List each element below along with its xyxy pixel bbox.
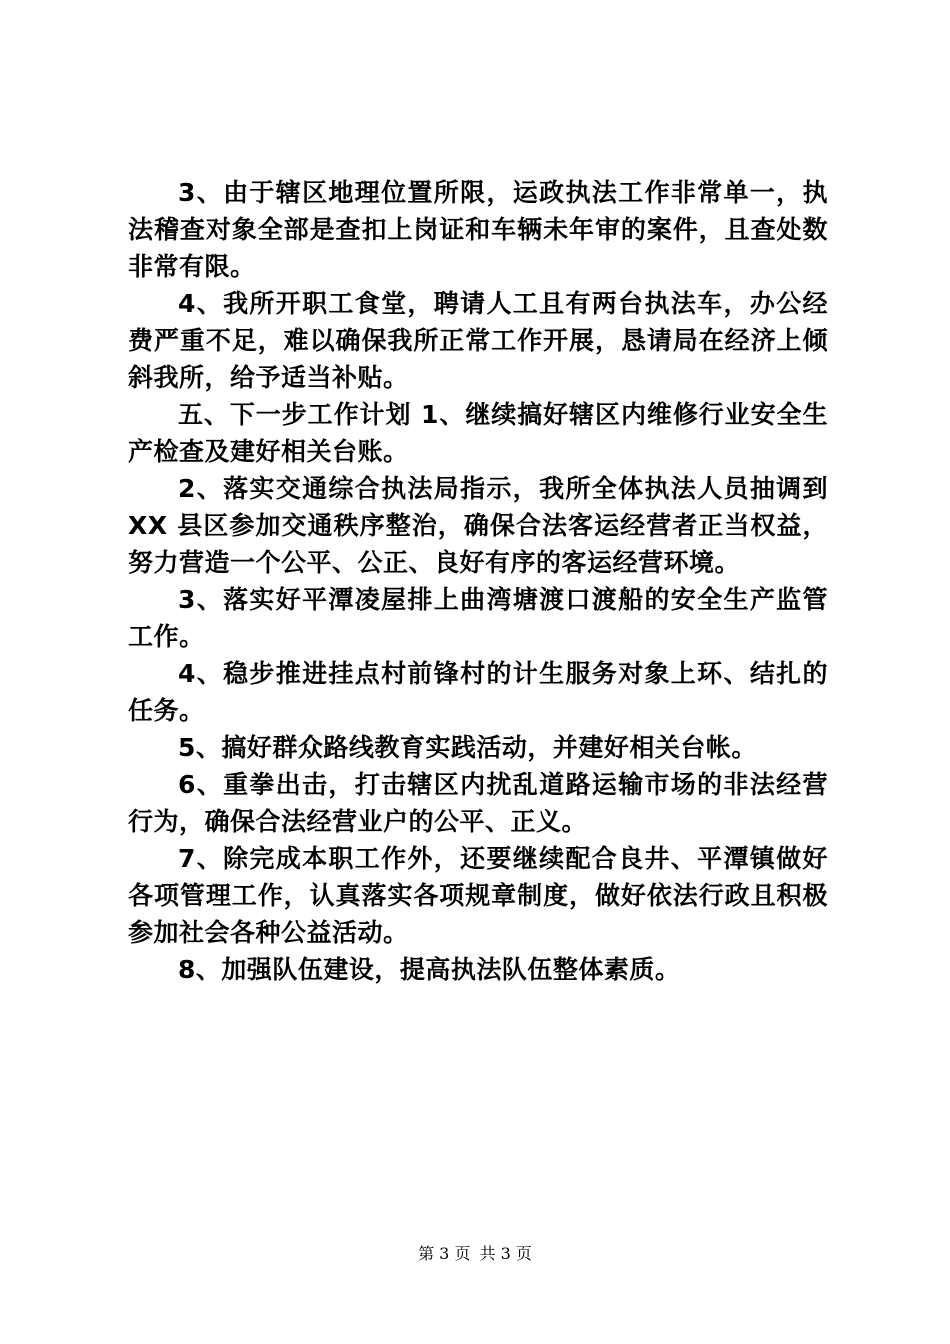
paragraph: 3、由于辖区地理位置所限，运政执法工作非常单一，执法稽查对象全部是查扣上岗证和车辆未年审的案件，且查处数非常有限。 (128, 178, 828, 281)
paragraph: 7、除完成本职工作外，还要继续配合良井、平潭镇做好各项管理工作，认真落实各项规章制度，做好依法行政且积极参加社会各种公益活动。 (128, 844, 828, 947)
paragraph: 4、稳步推进挂点村前锋村的计生服务对象上环、结扎的任务。 (128, 659, 828, 725)
page-number-total: 共 3 页 (479, 1244, 532, 1263)
page-footer (0, 1243, 950, 1265)
paragraph: 3、落实好平潭凌屋排上曲湾塘渡口渡船的安全生产监管工作。 (128, 585, 828, 651)
paragraph: 6、重拳出击，打击辖区内扰乱道路运输市场的非法经营行为，确保合法经营业户的公平、正义。 (128, 770, 828, 836)
document-body (128, 174, 828, 988)
paragraph: 2、落实交通综合执法局指示，我所全体执法人员抽调到 XX 县区参加交通秩序整治，确保合法客运经营者正当权益，努力营造一个公平、公正、良好有序的客运经营环境。 (128, 474, 828, 577)
paragraph: 5、搞好群众路线教育实践活动，并建好相关台帐。 (178, 733, 757, 762)
paragraph: 8、加强队伍建设，提高执法队伍整体素质。 (178, 955, 681, 984)
page-number-current: 第 3 页 (418, 1244, 471, 1263)
paragraph: 五、下一步工作计划 1、继续搞好辖区内维修行业安全生产检查及建好相关台账。 (128, 400, 828, 466)
paragraph: 4、我所开职工食堂，聘请人工且有两台执法车，办公经费严重不足，难以确保我所正常工作开展，恳请局在经济上倾斜我所，给予适当补贴。 (128, 289, 828, 392)
